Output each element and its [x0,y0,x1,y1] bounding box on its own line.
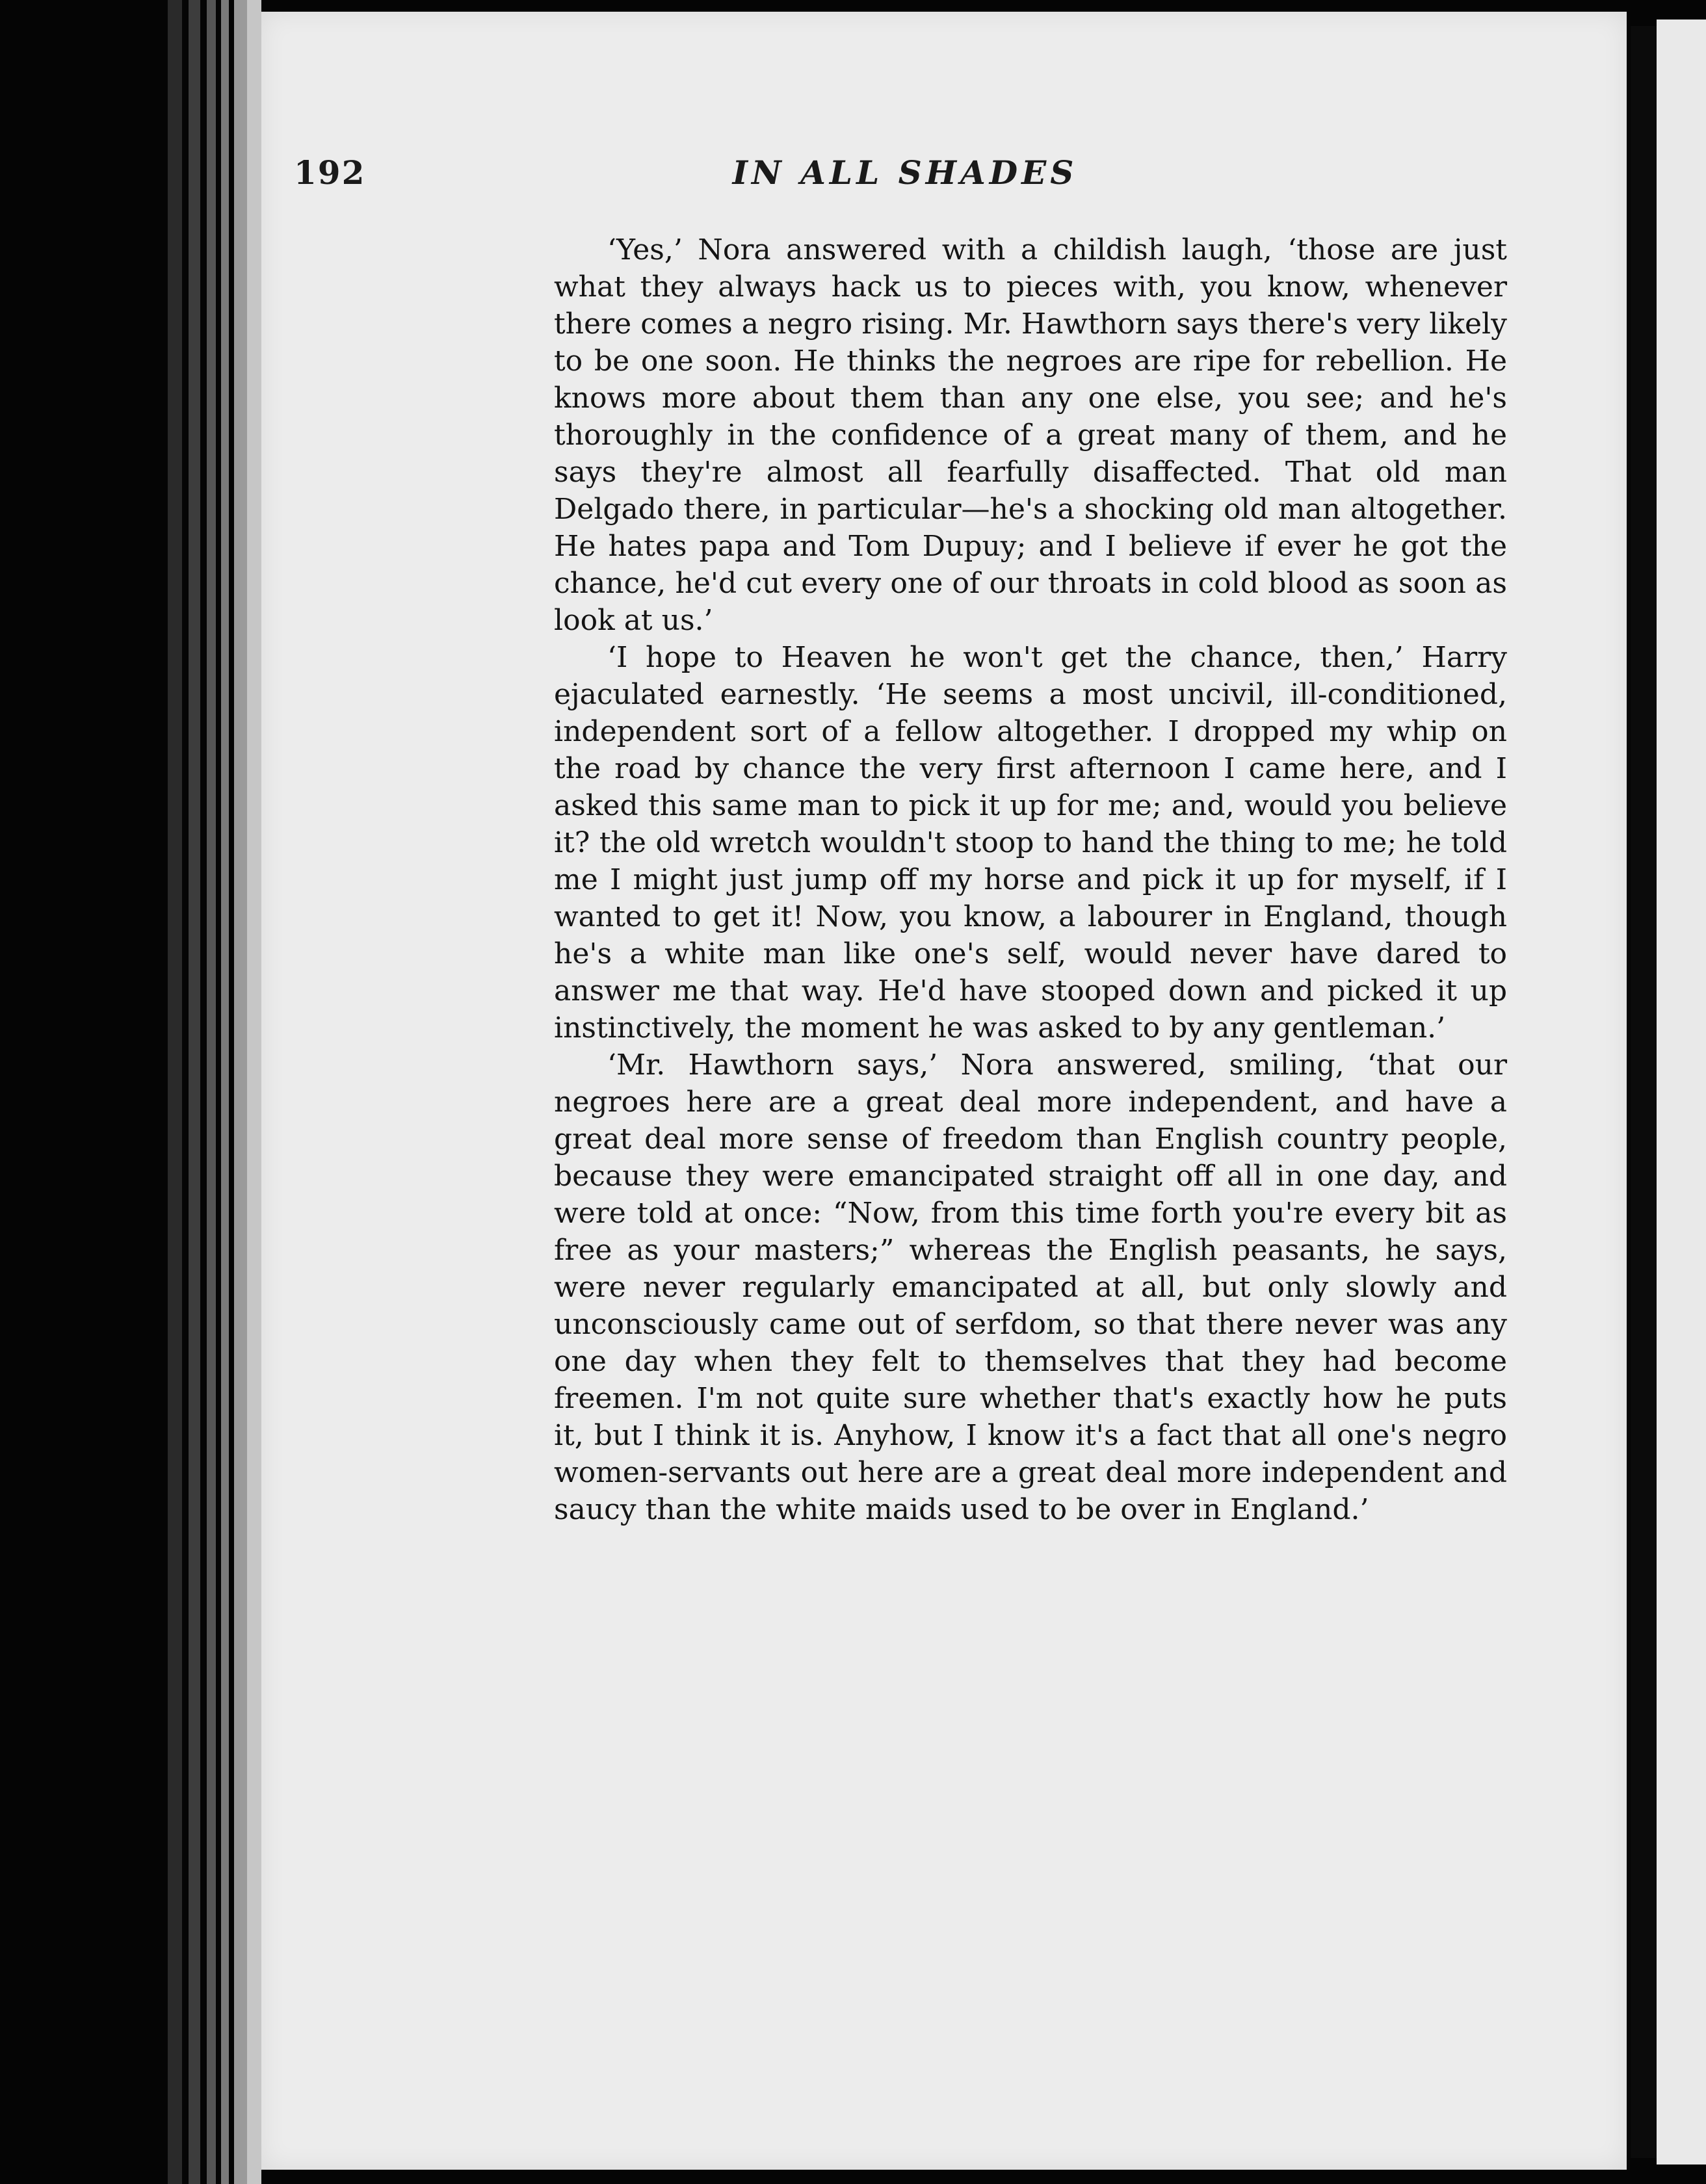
book-edge-stripe [207,0,216,2184]
page-gutter-shadow [1631,26,1657,2158]
book-edge-stripe [189,0,200,2184]
body-text [554,231,1507,1528]
book-edge-stripe [168,0,182,2184]
book-edge-stripe [234,0,247,2184]
running-head [294,153,1516,205]
book-edge-stripe [247,0,261,2184]
page-number: 192 [294,153,366,192]
paragraph: ‘I hope to Heaven he won't get the chance, then,’ Harry ejaculated earnestly. ‘He seems a most uncivil, ill-conditioned, independent sort of a fellow altogether. I dropped my whip on the road by chance the very first afternoon I came here, and I asked this same man to pick it up for me; and, would you believe it? the old wretch wouldn't stoop to hand the thing to me; he told me I might just jump off my horse and pick it up for myself, if I wanted to get it! Now, you know, a labourer in England, though he's a white man like one's self, would never have dared to answer me that way. He'd have stooped down and picked it up instinctively, the moment he was asked to by any gentleman.’ [554,641,1507,1045]
paragraph: ‘Mr. Hawthorn says,’ Nora answered, smiling, ‘that our negroes here are a great deal more independent, and have a great deal more sense of freedom than English country people, because they were emancipated straight off all in one day, and were told at once: “Now, from this time forth you're every bit as free as your masters;” whereas the English peasants, he says, were never regularly emancipated at all, but only slowly and unconsciously came out of serfdom, so that there never was any one day when they felt to themselves that they had become freemen. I'm not quite sure whether that's exactly how he puts it, but I think it is. Anyhow, I know it's a fact that all one's negro women-servants out here are a great deal more independent and saucy than the white maids used to be over in England.’ [554,1048,1507,1526]
book-edge-stripe [221,0,229,2184]
paragraph: ‘Yes,’ Nora answered with a childish laugh, ‘those are just what they always hack us to pieces with, you know, whenever there comes a negro rising. Mr. Hawthorn says there's very likely to be one soon. He thinks the negroes are ripe for rebellion. He knows more about them than any one else, you see; and he's thoroughly in the confidence of a great many of them, and he says they're almost all fearfully disaffected. That old man Delgado there, in particular—he's a shocking old man altogether. He hates papa and Tom Dupuy; and I believe if ever he got the chance, he'd cut every one of our throats in cold blood as soon as look at us.’ [554,233,1507,637]
book-title: IN ALL SHADES [732,153,1078,192]
facing-page-edge [1657,20,1706,2164]
